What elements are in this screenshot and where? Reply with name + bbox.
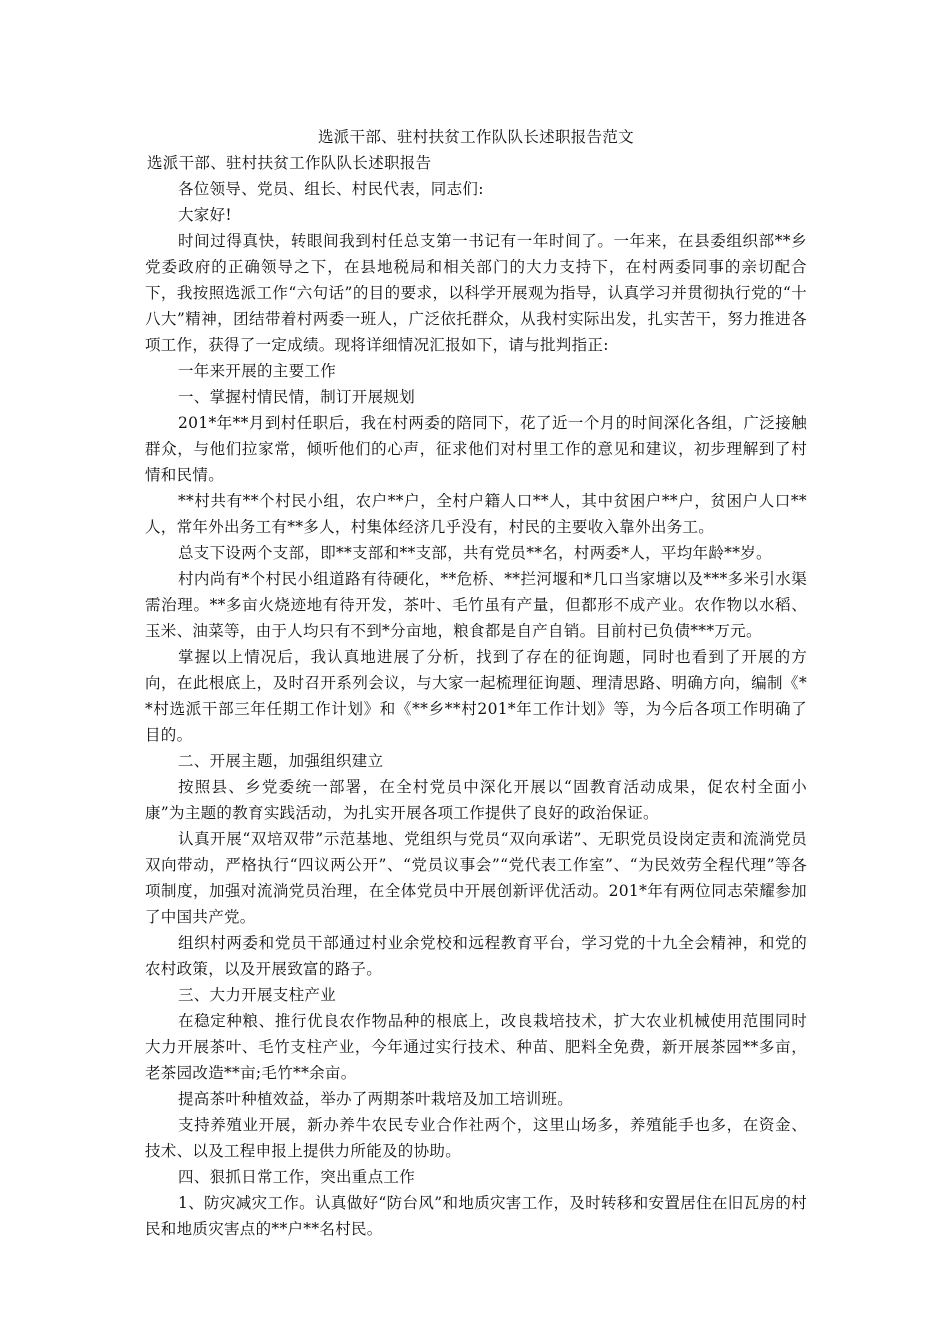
paragraph: 1、防灾减灾工作。认真做好“防台风”和地质灾害工作，及时转移和安置居住在旧瓦房的村民和地质灾害点的**户**名村民。: [145, 1194, 807, 1238]
document-title: 选派干部、驻村扶贫工作队队长述职报告范文: [317, 128, 634, 146]
document-subtitle: 选派干部、驻村扶贫工作队队长述职报告: [147, 154, 432, 172]
section-heading-main-work: 一年来开展的主要工作: [178, 362, 337, 380]
section-heading-1: 一、掌握村情民情，制订开展规划: [178, 388, 416, 406]
paragraph: 按照县、乡党委统一部署，在全村党员中深化开展以“固教育活动成果，促农村全面小康”为主题的教育实践活动，为扎实开展各项工作提供了良好的政治保证。: [145, 778, 807, 822]
paragraph-salutation: 各位领导、党员、组长、村民代表，同志们:: [178, 180, 484, 198]
section-heading-3: 三、大力开展支柱产业: [178, 986, 337, 1004]
paragraph: **村共有**个村民小组，农户**户，全村户籍人口**人，其中贫困户**户，贫困户人口**人，常年外出务工有**多人，村集体经济几乎没有，村民的主要收入靠外出务工。: [145, 492, 807, 536]
paragraph: 认真开展“双培双带”示范基地、党组织与党员“双向承诺”、无职党员设岗定责和流淌党员双向带动，严格执行“四议两公开”、“党员议事会”“党代表工作室”、“为民效劳全程代理”等各项制度，加强对流淌党员治理，在全体党员中开展创新评优活动。201*年有两位同志荣耀参加了中国共产党。: [145, 830, 807, 926]
document-page: [145, 124, 807, 1242]
paragraph: 掌握以上情况后，我认真地进展了分析，找到了存在的征询题，同时也看到了开展的方向，在此根底上，及时召开系列会议，与大家一起梳理征询题、理清思路、明确方向，编制《**村选派干部三年任期工作计划》和《**乡**村201*年工作计划》等，为今后各项工作明确了目的。: [145, 648, 807, 744]
paragraph-intro: 时间过得真快，转眼间我到村任总支第一书记有一年时间了。一年来，在县委组织部**乡党委政府的正确领导之下，在县地税局和相关部门的大力支持下，在村两委同事的亲切配合下，我按照选派工作“六句话”的目的要求，以科学开展观为指导，认真学习并贯彻执行党的“十八大”精神，团结带着村两委一班人，广泛依托群众，从我村实际出发，扎实苦干，努力推进各项工作，获得了一定成绩。现将详细情况汇报如下，请与批判指正:: [145, 232, 807, 354]
section-heading-2: 二、开展主题，加强组织建立: [178, 752, 384, 770]
section-heading-4: 四、狠抓日常工作，突出重点工作: [178, 1168, 416, 1186]
paragraph: 村内尚有*个村民小组道路有待硬化，**危桥、**拦河堰和*几口当家塘以及***多米引水渠需治理。**多亩火烧迹地有待开发，茶叶、毛竹虽有产量，但都形不成产业。农作物以水稻、玉米、油菜等，由于人均只有不到*分亩地，粮食都是自产自销。目前村已负债***万元。: [145, 570, 807, 640]
paragraph: 支持养殖业开展，新办养牛农民专业合作社两个，这里山场多，养殖能手也多，在资金、技术、以及工程申报上提供力所能及的协助。: [145, 1116, 807, 1160]
paragraph-greeting: 大家好!: [178, 206, 232, 224]
paragraph: 组织村两委和党员干部通过村业余党校和远程教育平台，学习党的十九全会精神，和党的农村政策，以及开展致富的路子。: [145, 934, 807, 978]
paragraph: 201*年**月到村任职后，我在村两委的陪同下，花了近一个月的时间深化各组，广泛接触群众，与他们拉家常，倾听他们的心声，征求他们对村里工作的意见和建议，初步理解到了村情和民情。: [145, 414, 807, 484]
paragraph: 总支下设两个支部，即**支部和**支部，共有党员**名，村两委*人，平均年龄**岁。: [178, 544, 772, 562]
paragraph: 在稳定种粮、推行优良农作物品种的根底上，改良栽培技术，扩大农业机械使用范围同时大力开展茶叶、毛竹支柱产业，今年通过实行技术、种苗、肥料全免费，新开展茶园**多亩，老茶园改造**亩;毛竹**余亩。: [145, 1012, 807, 1082]
paragraph: 提高茶叶种植效益，举办了两期茶叶栽培及加工培训班。: [178, 1090, 574, 1108]
